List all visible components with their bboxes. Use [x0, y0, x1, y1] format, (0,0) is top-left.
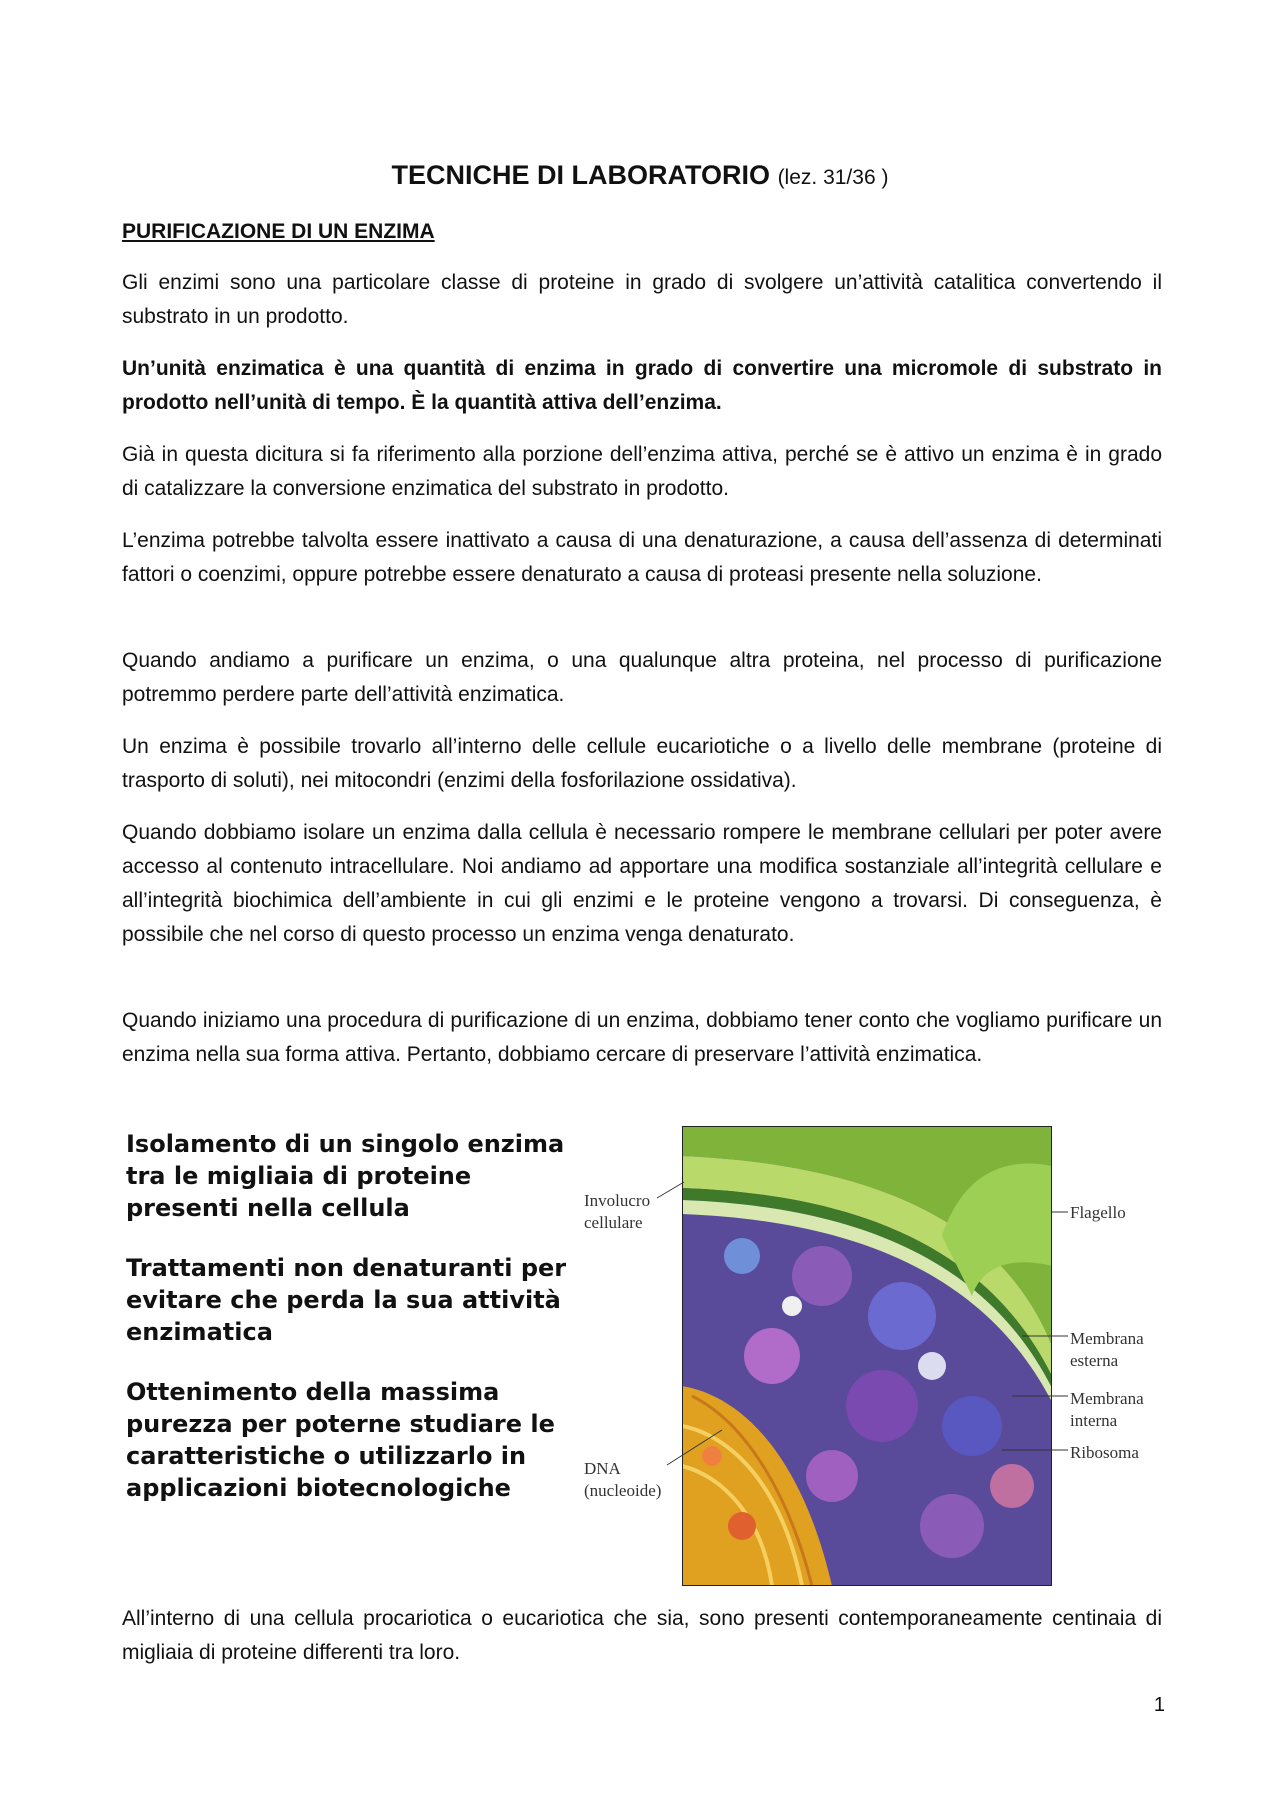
- figure-bullet: Ottenimento della massima purezza per poterne studiare le caratteristiche o utilizzarlo in applicazioni biotecnologiche: [126, 1378, 555, 1502]
- label-inner-membrane: Membrana interna: [1070, 1389, 1144, 1430]
- figure-leader-lines: [122, 1120, 1162, 1590]
- label-outer-membrane: Membrana esterna: [1070, 1329, 1144, 1370]
- page-title: [0, 160, 1280, 191]
- page-number: 1: [1153, 1694, 1165, 1716]
- title-main: TECNICHE DI LABORATORIO: [391, 160, 771, 190]
- paragraph-9: All’interno di una cellula procariotica o eucariotica che sia, sono presenti contemporaneamente centinaia di migliaia di proteine differenti tra loro.: [122, 1607, 1162, 1664]
- paragraph-5: Quando andiamo a purificare un enzima, o una qualunque altra proteina, nel processo di purificazione potremmo perdere parte dell’attività enzimatica.: [122, 649, 1162, 706]
- paragraph-4: L’enzima potrebbe talvolta essere inattivato a causa di una denaturazione, a causa dell’assenza di determinati fattori o coenzimi, oppure potrebbe essere denaturato a causa di proteasi presente nella soluzione.: [122, 529, 1162, 586]
- paragraph-3: Già in questa dicitura si fa riferimento alla porzione dell’enzima attiva, perché se è attivo un enzima è in grado di catalizzare la conversione enzimatica del substrato in prodotto.: [122, 443, 1162, 500]
- paragraph-2-definition: Un’unità enzimatica è una quantità di enzima in grado di convertire una micromole di substrato in prodotto nell’unità di tempo. È la quantità attiva dell’enzima.: [122, 357, 1162, 414]
- label-flagellum: Flagello: [1070, 1203, 1126, 1222]
- paragraph-6: Un enzima è possibile trovarlo all’interno delle cellule eucariotiche o a livello delle membrane (proteine di trasporto di soluti), nei mitocondri (enzimi della fosforilazione ossidativa).: [122, 735, 1162, 792]
- paragraph-8: Quando iniziamo una procedura di purificazione di un enzima, dobbiamo tener conto che vogliamo purificare un enzima nella sua forma attiva. Pertanto, dobbiamo cercare di preservare l’attività enzimatica.: [122, 1009, 1162, 1066]
- paragraph-7: Quando dobbiamo isolare un enzima dalla cellula è necessario rompere le membrane cellulari per poter avere accesso al contenuto intracellulare. Noi andiamo ad apportare una modifica sostanziale all’integrità cellulare e all’integrità biochimica dell’ambiente in cui gli enzimi e le proteine vengono a trovarsi. Di conseguenza, è possibile che nel corso di questo processo un enzima venga denaturato.: [122, 821, 1162, 946]
- label-dna: DNA (nucleoide): [584, 1459, 662, 1500]
- figure-bullet: Isolamento di un singolo enzima tra le migliaia di proteine presenti nella cellula: [126, 1130, 565, 1222]
- title-lesson: (lez. 31/36 ): [777, 166, 889, 189]
- figure-enzyme-isolation: [122, 1120, 1162, 1590]
- label-ribosome: Ribosoma: [1070, 1443, 1139, 1462]
- section-heading: PURIFICAZIONE DI UN ENZIMA: [122, 220, 435, 243]
- paragraph-1: Gli enzimi sono una particolare classe di proteine in grado di svolgere un’attività catalitica convertendo il substrato in un prodotto.: [122, 271, 1162, 328]
- label-cell-envelope: Involucro cellulare: [584, 1191, 651, 1232]
- figure-bullet: Trattamenti non denaturanti per evitare che perda la sua attività enzimatica: [126, 1254, 567, 1346]
